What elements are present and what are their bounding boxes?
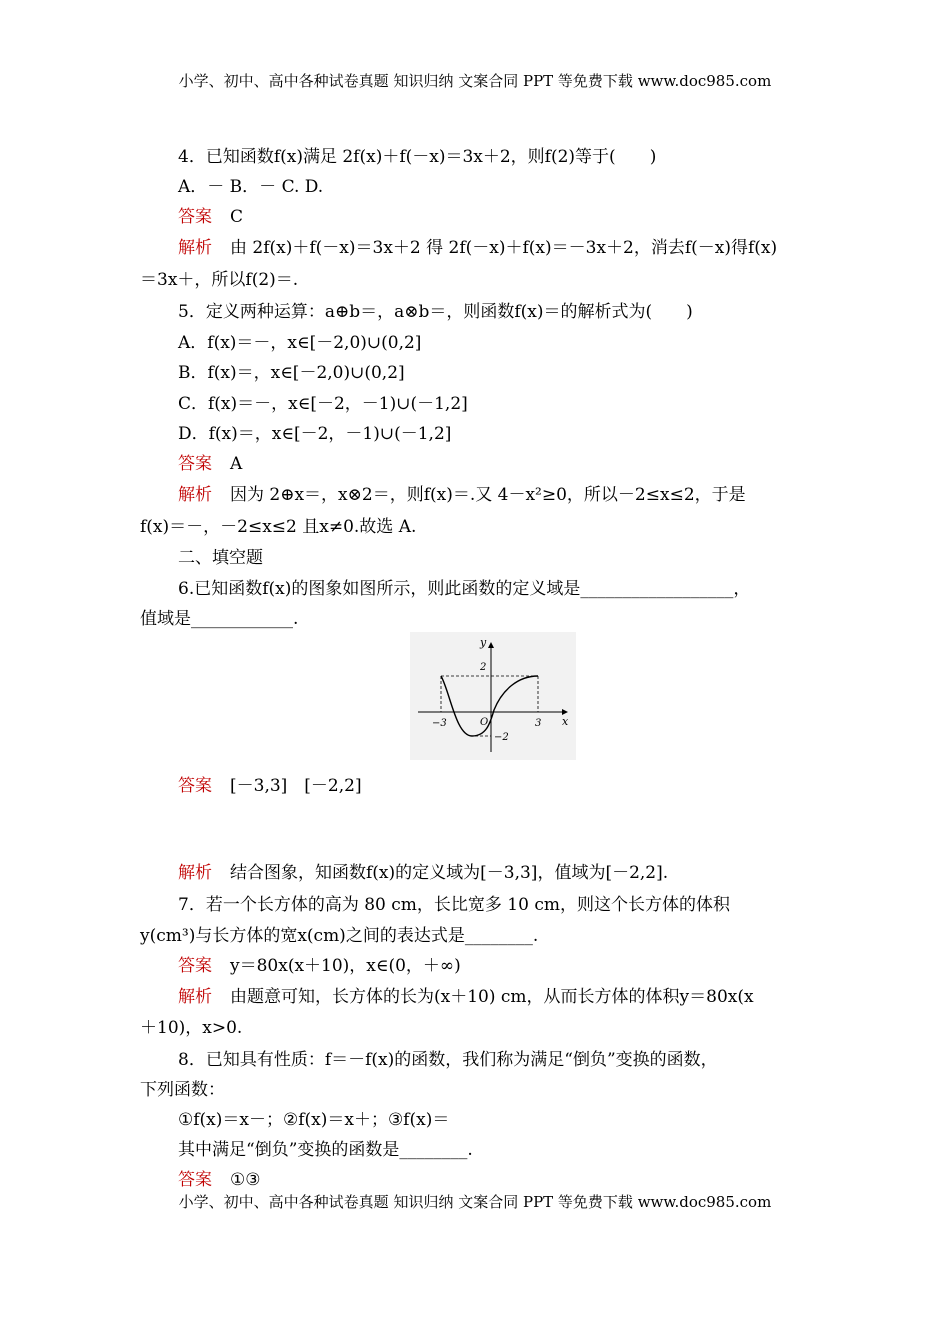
page-footer: 小学、初中、高中各种试卷真题 知识归纳 文案合同 PPT 等免费下载 www.doc985.com (178, 1193, 772, 1211)
analysis-text: 结合图象，知函数f(x)的定义域为[－3,3]，值域为[－2,2]. (230, 863, 669, 883)
answer-label: 答案 (178, 207, 212, 227)
y-axis-arrow (488, 642, 494, 648)
section-heading: 二、填空题 (178, 548, 263, 568)
question-5-option-c: C．f(x)＝－，x∈[－2，－1)∪(－1,2] (178, 394, 468, 414)
question-4: 4．已知函数f(x)满足 2f(x)＋f(－x)＝3x＋2，则f(2)等于( ) (178, 147, 657, 167)
question-5-answer (178, 453, 820, 475)
analysis-text: 因为 2⊕x＝，x⊗2＝，则f(x)＝.又 4－x²≥0，所以－2≤x≤2，于是 (230, 485, 746, 505)
function-curve (441, 676, 538, 736)
analysis-label: 解析 (178, 485, 212, 505)
question-5-option-a: A．f(x)＝－，x∈[－2,0)∪(0,2] (178, 333, 422, 353)
question-7-analysis-cont: ＋10)，x>0. (140, 1018, 243, 1038)
answer-text: [－3,3] [－2,2] (230, 776, 362, 796)
answer-text: A (230, 454, 243, 474)
answer-text: y＝80x(x＋10)，x∈(0，＋∞) (230, 956, 461, 976)
question-6-analysis (178, 862, 820, 884)
question-8-prompt: 其中满足“倒负”变换的函数是________. (178, 1140, 473, 1160)
question-6: 6.已知函数f(x)的图象如图所示，则此函数的定义域是__________________， (178, 579, 751, 599)
answer-label: 答案 (178, 776, 212, 796)
origin-label: O (480, 717, 489, 728)
question-6-cont: 值域是____________. (140, 609, 299, 629)
analysis-label: 解析 (178, 987, 212, 1007)
question-8: 8．已知具有性质：f＝－f(x)的函数，我们称为满足“倒负”变换的函数， (178, 1050, 718, 1070)
function-graph-svg (410, 632, 576, 760)
question-7-cont: y(cm³)与长方体的宽x(cm)之间的表达式是________. (140, 926, 539, 946)
analysis-text: 由 2f(x)＋f(－x)＝3x＋2 得 2f(－x)＋f(x)＝－3x＋2，消去f(－x)得f(x) (230, 238, 778, 258)
answer-text: C (230, 207, 244, 227)
analysis-label: 解析 (178, 863, 212, 883)
question-8-functions: ①f(x)＝x－；②f(x)＝x＋；③f(x)＝ (178, 1110, 450, 1130)
analysis-text: 由题意可知，长方体的长为(x＋10) cm，从而长方体的体积y＝80x(x (230, 987, 754, 1007)
x-axis-label: x (562, 715, 569, 728)
x-tick-left: −3 (432, 718, 447, 729)
question-7-answer (178, 955, 820, 977)
question-5: 5．定义两种运算：a⊕b＝，a⊗b＝，则函数f(x)＝的解析式为( ) (178, 302, 693, 322)
question-7-analysis (178, 986, 820, 1008)
question-6-answer (178, 775, 820, 797)
answer-text: ①③ (230, 1170, 261, 1190)
answer-label: 答案 (178, 956, 212, 976)
answer-label: 答案 (178, 1170, 212, 1190)
y-tick-top: 2 (480, 662, 487, 673)
analysis-label: 解析 (178, 238, 212, 258)
question-5-option-d: D．f(x)＝，x∈[－2，－1)∪(－1,2] (178, 424, 452, 444)
question-7: 7．若一个长方体的高为 80 cm，长比宽多 10 cm，则这个长方体的体积 (178, 895, 730, 915)
question-5-analysis (178, 484, 820, 506)
x-tick-right: 3 (535, 718, 542, 729)
question-4-analysis (178, 237, 820, 259)
question-4-analysis-cont: ＝3x＋，所以f(2)＝. (140, 270, 299, 290)
question-5-option-b: B．f(x)＝，x∈[－2,0)∪(0,2] (178, 363, 405, 383)
question-4-answer (178, 206, 820, 228)
question-8-cont: 下列函数： (140, 1080, 225, 1100)
page-header: 小学、初中、高中各种试卷真题 知识归纳 文案合同 PPT 等免费下载 www.doc985.com (178, 72, 772, 90)
question-4-options: A．－ B．－ C. D. (178, 177, 324, 197)
question-5-analysis-cont: f(x)＝－，－2≤x≤2 且x≠0.故选 A. (140, 517, 417, 537)
function-graph (410, 632, 576, 760)
y-tick-bottom: −2 (494, 732, 509, 743)
y-axis-label: y (480, 636, 487, 649)
answer-label: 答案 (178, 454, 212, 474)
question-8-answer (178, 1169, 820, 1191)
